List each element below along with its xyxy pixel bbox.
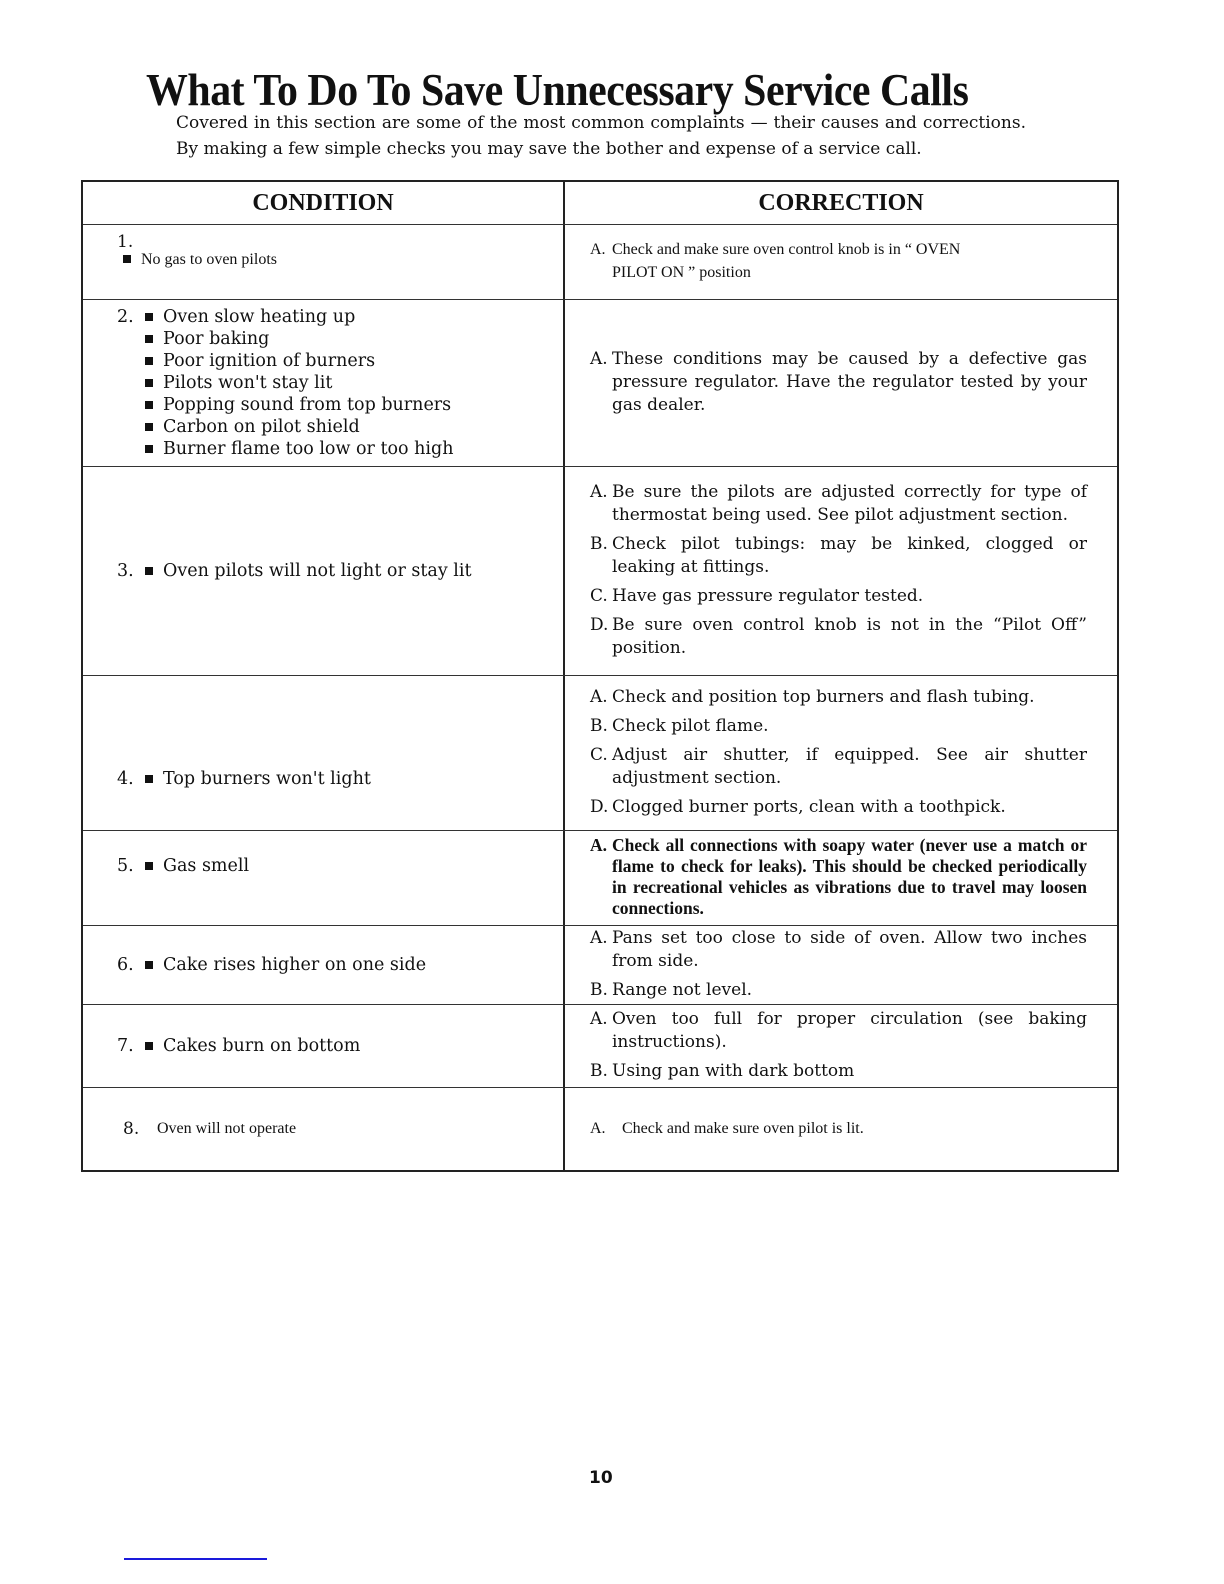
bullet-icon	[145, 862, 153, 870]
bullet-icon	[145, 445, 153, 453]
header-correction: CORRECTION	[758, 189, 924, 216]
condition-item: No gas to oven pilots	[117, 249, 553, 271]
table-header-row	[83, 182, 1117, 224]
condition-cell	[83, 300, 565, 466]
condition-cell	[83, 225, 565, 299]
correction-item: A. Check and position top burners and flash tubing.	[590, 686, 1035, 707]
condition-item: 7. Cakes burn on bottom	[117, 1036, 361, 1056]
bullet-icon	[145, 567, 153, 575]
bullet-icon	[145, 961, 153, 969]
correction-item: A. Be sure the pilots are adjusted correctly for type of thermostat being used. See pilot adjustment section.	[590, 481, 1087, 525]
intro-paragraph: Covered in this section are some of the most common complaints — their causes and corrections. By making a few simple checks you may save the bother and expense of a service call.	[176, 113, 1026, 159]
table-row	[83, 925, 1117, 1004]
table-row	[83, 224, 1117, 299]
condition-item: 4. Top burners won't light	[117, 769, 371, 789]
bullet-icon	[145, 379, 153, 387]
correction-item: C. Have gas pressure regulator tested.	[590, 585, 924, 606]
bullet-icon	[145, 401, 153, 409]
correction-item: A. Check all connections with soapy water (never use a match or flame to check for leaks). This should be checked periodically in recreational vehicles as vibrations due to travel may loosen connections.	[590, 835, 1087, 918]
header-condition: CONDITION	[83, 182, 565, 224]
condition-item: Poor baking	[117, 328, 553, 350]
condition-item: 6. Cake rises higher on one side	[117, 955, 427, 975]
condition-item: Popping sound from top burners	[117, 394, 553, 416]
table-row	[83, 299, 1117, 466]
troubleshooting-table	[81, 180, 1119, 1172]
bullet-icon	[123, 255, 131, 263]
correction-item: B. Using pan with dark bottom	[590, 1060, 855, 1081]
correction-item: B. Check pilot tubings: may be kinked, clogged or leaking at fittings.	[590, 533, 1087, 577]
bullet-icon	[145, 775, 153, 783]
condition-item: Pilots won't stay lit	[117, 372, 553, 394]
correction-cell	[565, 926, 1117, 1004]
correction-cell	[565, 467, 1117, 675]
correction-cell	[565, 225, 1117, 299]
correction-cell	[565, 300, 1117, 466]
bullet-icon	[145, 313, 153, 321]
correction-item: B. Range not level.	[590, 979, 753, 1000]
correction-cell	[565, 676, 1117, 830]
condition-item: Carbon on pilot shield	[117, 416, 553, 438]
table-row	[83, 1087, 1117, 1170]
table-row	[83, 830, 1117, 925]
condition-cell	[83, 676, 565, 830]
correction-item: A. These conditions may be caused by a defective gas pressure regulator. Have the regulator tested by your gas dealer.	[590, 348, 1087, 415]
condition-item: 3. Oven pilots will not light or stay lit	[117, 561, 472, 581]
condition-cell	[83, 831, 565, 925]
correction-item: A. Check and make sure oven control knob is in “ OVEN PILOT ON ” position	[590, 241, 961, 281]
table-row	[83, 675, 1117, 830]
condition-item: 2. Oven slow heating up	[117, 307, 356, 327]
bullet-icon	[145, 357, 153, 365]
correction-item: D. Be sure oven control knob is not in the “Pilot Off” position.	[590, 614, 1087, 658]
correction-cell	[565, 1005, 1117, 1087]
table-row	[83, 466, 1117, 675]
correction-item: A. Oven too full for proper circulation (see baking instructions).	[590, 1008, 1087, 1052]
correction-cell	[565, 1088, 1117, 1170]
bullet-icon	[145, 423, 153, 431]
correction-cell	[565, 831, 1117, 925]
correction-item: A. Check and make sure oven pilot is lit.	[590, 1119, 864, 1137]
condition-item: Poor ignition of burners	[117, 350, 553, 372]
row-number: 1.	[117, 232, 134, 252]
correction-item: A. Pans set too close to side of oven. Allow two inches from side.	[590, 927, 1087, 971]
condition-item: Burner flame too low or too high	[117, 438, 553, 460]
bullet-icon	[145, 335, 153, 343]
condition-cell	[83, 926, 565, 1004]
correction-item: B. Check pilot flame.	[590, 715, 769, 736]
bullet-icon	[145, 1042, 153, 1050]
condition-item: 5. Gas smell	[117, 856, 250, 876]
correction-item: C. Adjust air shutter, if equipped. See air shutter adjustment section.	[590, 744, 1087, 788]
condition-cell	[83, 467, 565, 675]
page-title: What To Do To Save Unnecessary Service Calls	[146, 65, 969, 116]
page-number: 10	[589, 1468, 613, 1488]
table-row	[83, 1004, 1117, 1087]
footer-rule	[124, 1558, 267, 1560]
condition-cell	[83, 1005, 565, 1087]
condition-cell	[83, 1088, 565, 1170]
correction-item: D. Clogged burner ports, clean with a toothpick.	[590, 796, 1006, 817]
condition-item: 8. Oven will not operate	[123, 1119, 297, 1139]
